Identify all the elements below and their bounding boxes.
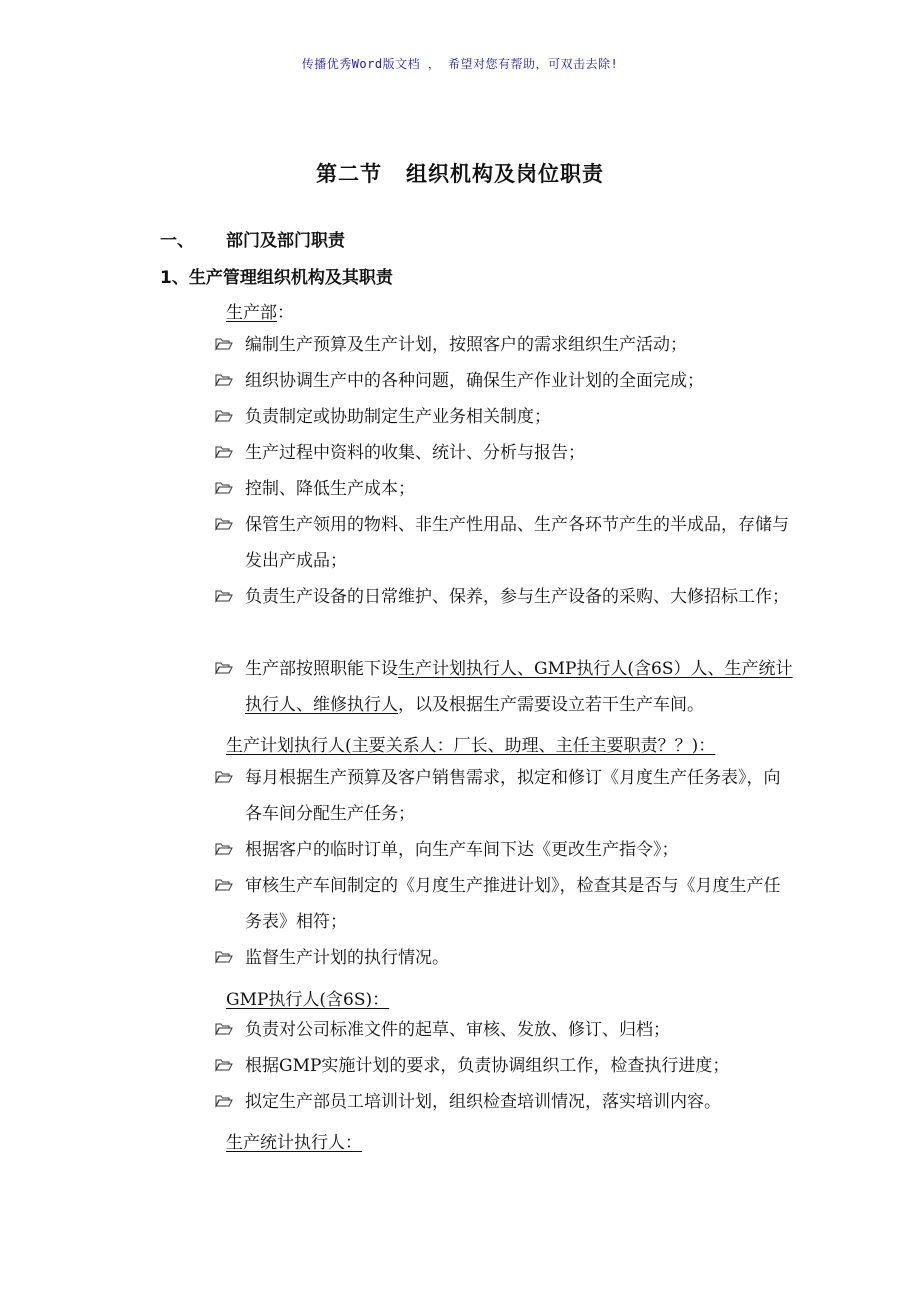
list-item [215,579,795,615]
list-item [215,760,795,832]
title-text: 组织机构及岗位职责 [406,162,604,186]
list-item-text-underlined: 生产计划执行人、GMP执行人(含6S）人、生产统计执行人、维修执行人 [245,659,793,715]
list-item-text: 负责对公司标准文件的起草、审核、发放、修订、归档； [245,1020,670,1040]
title-section-number: 第二节 [316,162,382,186]
list-item-text: 根据GMP实施计划的要求，负责协调组织工作，检查执行进度； [245,1056,730,1076]
list-item [215,1084,795,1120]
list-item-text [245,651,795,723]
list-item-text: 保管生产领用的物料、非生产性用品、生产各环节产生的半成品，存储与发出产成品； [245,515,789,571]
subsection-heading: 1、生产管理组织机构及其职责 [160,268,393,288]
production-dept-suffix: ： [277,303,294,323]
folder-open-icon [215,661,233,675]
list-item-text: 控制、降低生产成本； [245,479,415,499]
list-item [215,327,795,363]
production-dept-label: 生产部 [226,303,277,323]
list-item-text: 监督生产计划的执行情况。 [245,948,449,968]
list-item [215,399,795,435]
list-item [215,868,795,940]
list-item [215,1012,795,1048]
list-item [215,363,795,399]
folder-open-icon [215,589,233,603]
page-title [0,158,920,188]
section-heading-one [160,226,345,251]
folder-open-icon [215,337,233,351]
folder-open-icon [215,517,233,531]
folder-open-icon [215,1058,233,1072]
list-item-text: 生产过程中资料的收集、统计、分析与报告； [245,443,585,463]
list-item-text: 拟定生产部员工培训计划，组织检查培训情况，落实培训内容。 [245,1092,721,1112]
list-item-text: 负责制定或协助制定生产业务相关制度； [245,407,551,427]
folder-open-icon [215,373,233,387]
folder-open-icon [215,878,233,892]
folder-open-icon [215,1022,233,1036]
folder-open-icon [215,481,233,495]
stats-executor-heading: 生产统计执行人： [226,1133,362,1153]
list-item [215,832,795,868]
header-note: 传播优秀Word版文档 ， 希望对您有帮助，可双击去除! [301,57,619,71]
folder-open-icon [215,842,233,856]
list-item-text: 编制生产预算及生产计划，按照客户的需求组织生产活动； [245,335,687,355]
list-item-text: 审核生产车间制定的《月度生产推进计划》，检查其是否与《月度生产任务表》相符； [245,876,781,932]
folder-open-icon [215,445,233,459]
folder-open-icon [215,950,233,964]
list-item [215,471,795,507]
list-item [215,1048,795,1084]
list-item-text-post: ，以及根据生产需要设立若干生产车间。 [398,695,704,715]
list-item [215,940,795,976]
section-label: 部门及部门职责 [226,231,345,251]
list-item-text-pre: 生产部按照职能下设 [245,659,398,679]
list-item-text: 组织协调生产中的各种问题，确保生产作业计划的全面完成； [245,371,704,391]
list-item [215,435,795,471]
folder-open-icon [215,409,233,423]
folder-open-icon [215,770,233,784]
list-item [215,651,795,723]
production-dept-heading [226,298,294,323]
gmp-executor-heading: GMP执行人(含6S)： [226,990,390,1010]
plan-executor-heading: 生产计划执行人(主要关系人：厂长、助理、主任主要职责？？)： [226,736,716,756]
section-number: 一、 [160,231,194,251]
list-item [215,507,795,579]
list-item-text: 每月根据生产预算及客户销售需求，拟定和修订《月度生产任务表》，向各车间分配生产任务； [245,768,781,824]
list-item-text: 根据客户的临时订单，向生产车间下达《更改生产指令》； [245,840,679,860]
list-item-text: 负责生产设备的日常维护、保养，参与生产设备的采购、大修招标工作； [245,587,789,607]
folder-open-icon [215,1094,233,1108]
